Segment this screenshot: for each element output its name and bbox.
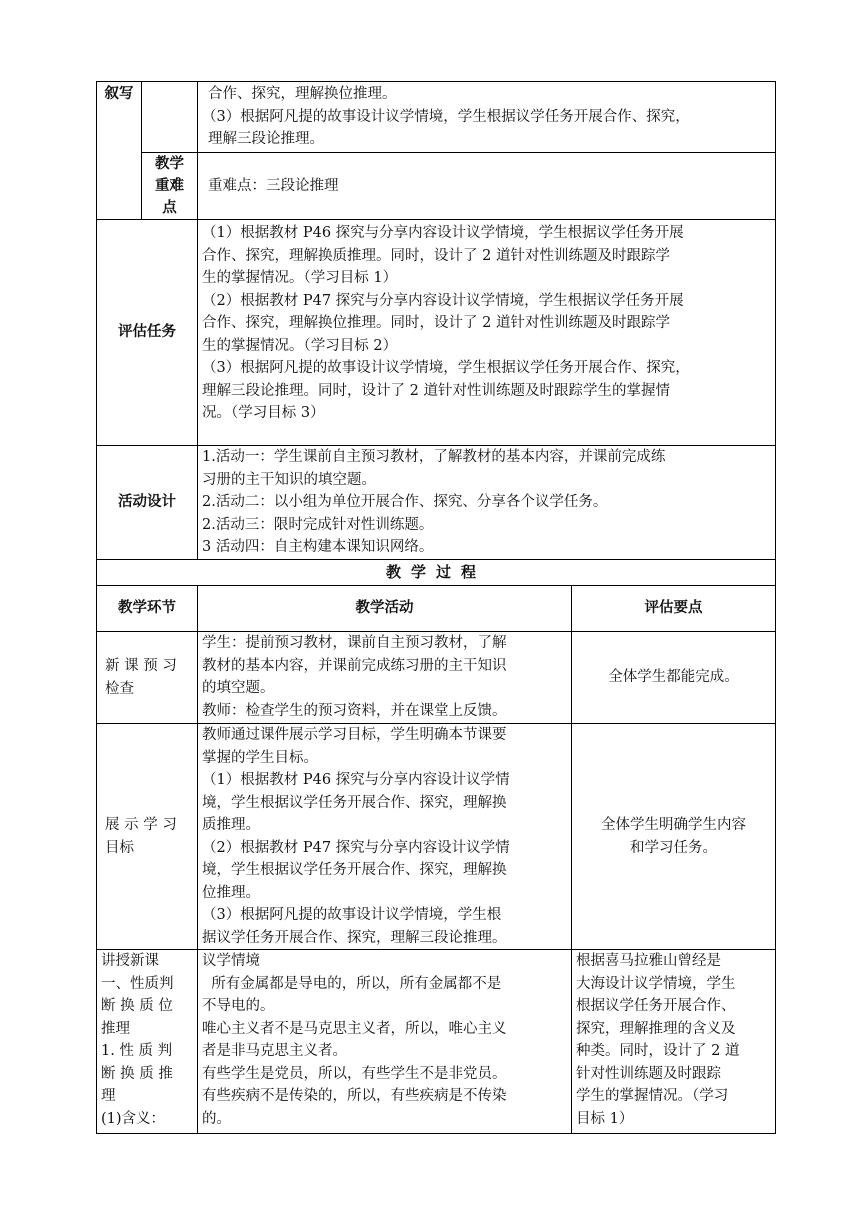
assessment-cell: 全体学生明确学生内容 和学习任务。 xyxy=(572,724,776,950)
assessment-line: 合作、探究，理解换位推理。同时，设计了 2 道针对性训练题及时跟踪学 xyxy=(202,315,670,331)
stage-cell: 讲授新课 一、性质判 断 换 质 位 推理 1. 性 质 判 断 换 质 推 理 (1)含义： xyxy=(97,950,198,1134)
header-activity: 教学活动 xyxy=(198,586,572,632)
assessment-line: 况。（学习目标 3） xyxy=(202,405,325,421)
objectives-line: （3）根据阿凡提的故事设计议学情境，学生根据议学任务开展合作、探究， xyxy=(202,108,690,125)
objectives-label: 叙写 xyxy=(97,82,142,220)
assessment-cell: 全体学生都能完成。 xyxy=(572,632,776,724)
header-assessment: 评估要点 xyxy=(572,586,776,632)
activity-line: 2.活动三：限时完成针对性训练题。 xyxy=(202,516,434,533)
activity-line: 1.活动一：学生课前自主预习教材，了解教材的基本内容，并课前完成练 xyxy=(202,449,666,465)
objectives-text xyxy=(198,82,776,153)
difficulty-label: 教学 重难 点 xyxy=(142,153,198,220)
assessment-line: （2）根据教材 P47 探究与分享内容设计议学情境，学生根据议学任务开展 xyxy=(202,292,684,309)
objectives-line: 合作、探究，理解换位推理。 xyxy=(208,86,397,102)
activity-cell: 教师通过课件展示学习目标，学生明确本节课要 掌握的学生目标。 （1）根据教材 P46 探究与分享内容设计议学情 境，学生根据议学任务开展合作、探究，理解换 质推理。 （2）根据教材 P47 探究与分享内容设计议学情 境，学生根据议学任务开展合作、探究，理解换 位推理。 （3）根据阿凡提的故事设计议学情境，学生根 据议学任务开展合作、探究，理解三段论推理。 xyxy=(198,724,572,950)
assessment-text xyxy=(198,220,776,446)
assessment-line: （1）根据教材 P46 探究与分享内容设计议学情境，学生根据议学任务开展 xyxy=(202,225,684,241)
activity-line: 2.活动二：以小组为单位开展合作、探究、分享各个议学任务。 xyxy=(202,494,608,510)
activity-line: 3 活动四：自主构建本课知识网络。 xyxy=(202,539,434,555)
activity-label: 活动设计 xyxy=(97,446,198,560)
assessment-line: 生的掌握情况。（学习目标 2） xyxy=(202,337,398,354)
lesson-plan-page xyxy=(96,81,775,1134)
activity-cell: 学生：提前预习教材，课前自主预习教材，了解 教材的基本内容，并课前完成练习册的主干知识 的填空题。 教师：检查学生的预习资料，并在课堂上反馈。 xyxy=(198,632,572,724)
assessment-line: 合作、探究，理解换质推理。同时，设计了 2 道针对性训练题及时跟踪学 xyxy=(202,247,670,264)
assessment-line: 理解三段论推理。同时，设计了 2 道针对性训练题及时跟踪学生的掌握情 xyxy=(202,382,670,399)
difficulty-text: 重难点：三段论推理 xyxy=(198,153,776,220)
assessment-label: 评估任务 xyxy=(97,220,198,446)
objectives-spacer-cell xyxy=(142,82,198,153)
lesson-plan-table xyxy=(96,81,776,1134)
activity-line: 习册的主干知识的填空题。 xyxy=(202,471,376,488)
objectives-line: 理解三段论推理。 xyxy=(208,131,324,147)
activity-cell: 议学情境 所有金属都是导电的，所以，所有金属都不是 不导电的。 唯心主义者不是马克思主义者，所以，唯心主义 者是非马克思主义者。 有些学生是党员，所以，有些学生不是非党员。 有些疾病不是传染的，所以，有些疾病是不传染 的。 xyxy=(198,950,572,1134)
stage-cell: 展 示 学 习 目标 xyxy=(97,724,198,950)
assessment-cell: 根据喜马拉雅山曾经是 大海设计议学情境，学生 根据议学任务开展合作、 探究，理解推理的含义及 种类。同时，设计了 2 道 针对性训练题及时跟踪 学生的掌握情况。（学习 目标 1） xyxy=(572,950,776,1134)
assessment-line: （3）根据阿凡提的故事设计议学情境，学生根据议学任务开展合作、探究， xyxy=(202,360,690,376)
stage-cell: 新 课 预 习 检查 xyxy=(97,632,198,724)
activity-text xyxy=(198,446,776,560)
header-stage: 教学环节 xyxy=(97,586,198,632)
process-title: 教学过程 xyxy=(97,560,776,586)
assessment-line: 生的掌握情况。（学习目标 1） xyxy=(202,270,398,286)
